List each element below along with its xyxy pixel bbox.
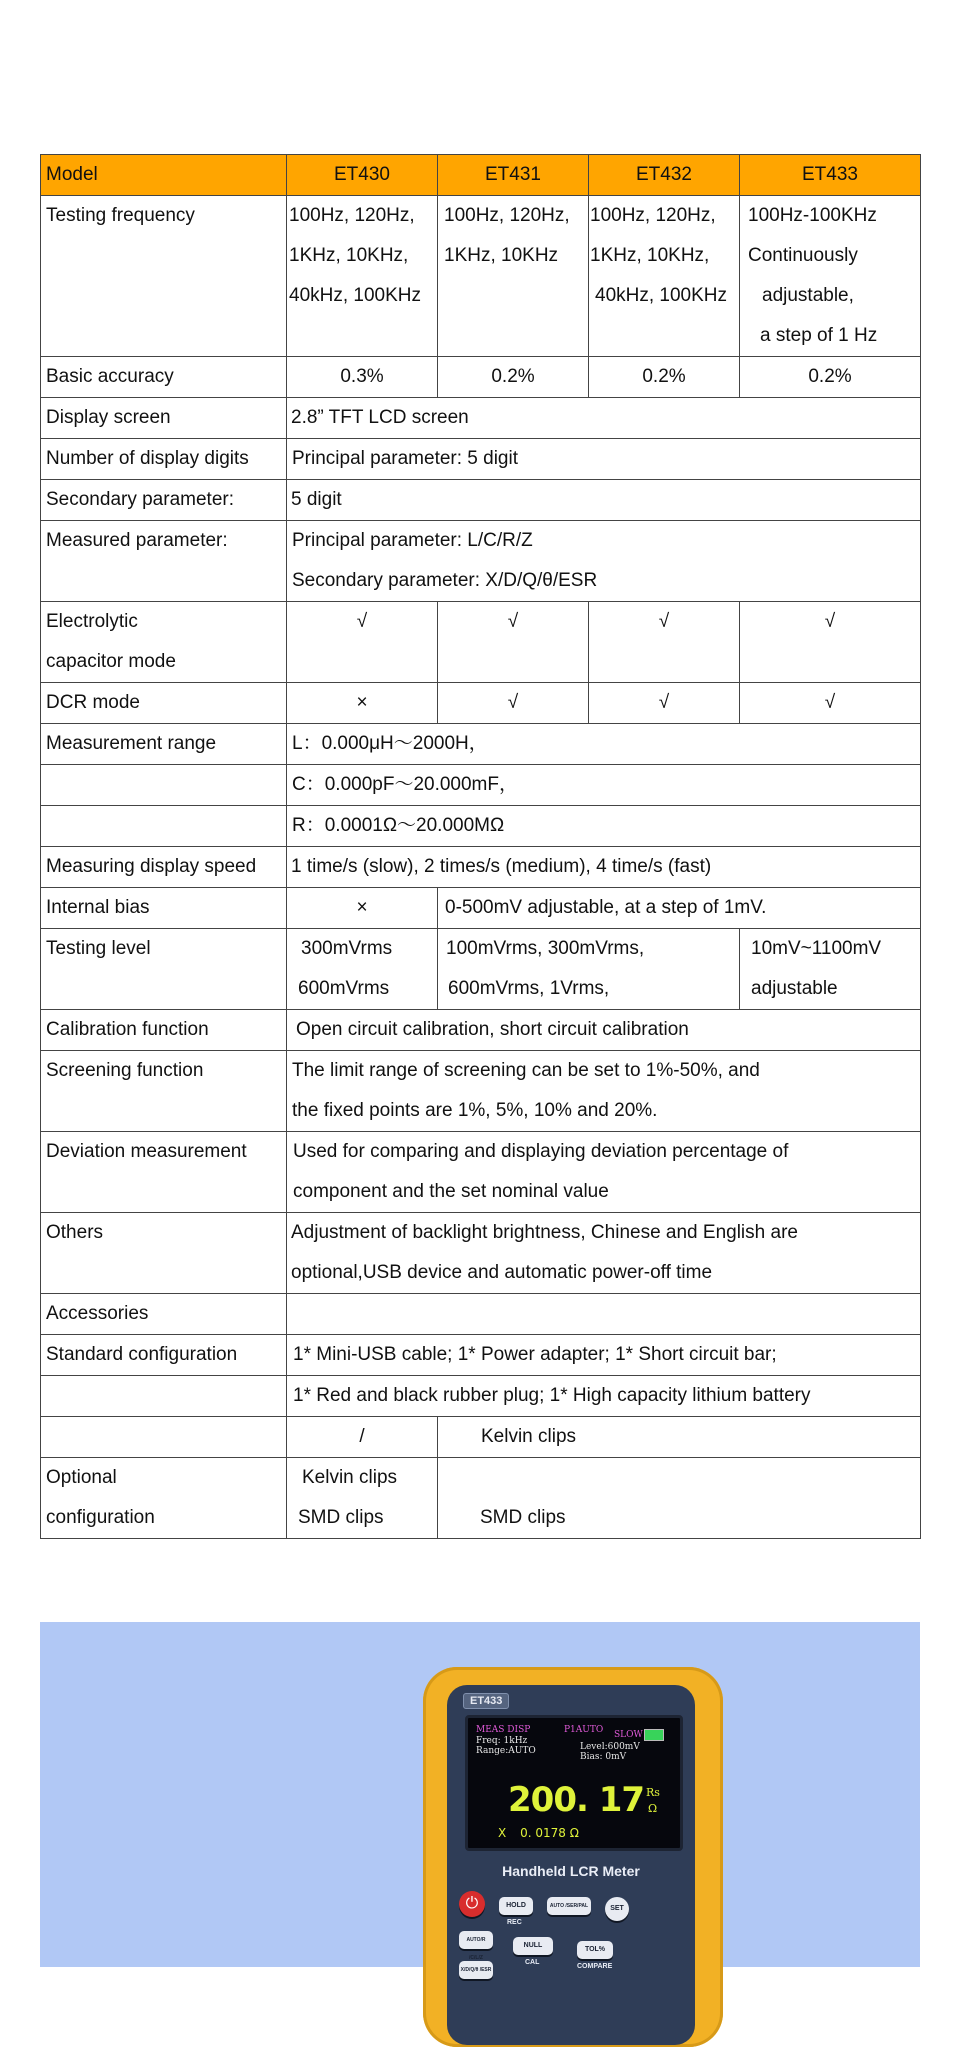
- cell: √: [438, 683, 589, 724]
- row-label: Display screen: [41, 398, 287, 439]
- table-row: [41, 357, 921, 398]
- cell: 0.2%: [438, 357, 589, 398]
- header-cell: ET433: [740, 155, 921, 196]
- cell: 2.8” TFT LCD screen: [287, 398, 921, 439]
- cell: C：0.000pF～20.000mF，: [287, 765, 921, 806]
- cell: Open circuit calibration, short circuit calibration: [287, 1010, 921, 1051]
- cell: 0-500mV adjustable, at a step of 1mV.: [438, 888, 921, 929]
- cell-line: Optional: [46, 1467, 117, 1488]
- cell: [287, 1294, 921, 1335]
- cell: [740, 929, 921, 1010]
- cell-line: adjustable,: [762, 285, 854, 306]
- row-label: [41, 1376, 287, 1417]
- cell: 5 digit: [287, 480, 921, 521]
- cell-line: 100Hz, 120Hz,: [289, 205, 415, 226]
- cell-line: Continuously: [748, 245, 858, 266]
- brand-label: Handheld LCR Meter: [502, 1863, 640, 1879]
- lcd-screen: [465, 1715, 683, 1851]
- row-label: [41, 602, 287, 683]
- table-row: [41, 480, 921, 521]
- cell-line: 600mVrms: [298, 978, 390, 999]
- row-label: [41, 1458, 287, 1539]
- cell-line: Principal parameter: L/C/R/Z: [292, 530, 533, 551]
- row-label: Secondary parameter:: [41, 480, 287, 521]
- row-label: Basic accuracy: [41, 357, 287, 398]
- secondary-unit: Ω: [569, 1826, 579, 1840]
- table-row: [41, 1213, 921, 1294]
- screen-auto: P1AUTO: [564, 1725, 604, 1735]
- cell-line: 100Hz-100KHz: [748, 205, 877, 226]
- primary-reading: 200. 17: [508, 1780, 645, 1820]
- cell-line: SMD clips: [298, 1507, 384, 1528]
- cell: /: [287, 1417, 438, 1458]
- set-button[interactable]: SET: [605, 1897, 629, 1921]
- row-label: Standard configuration: [41, 1335, 287, 1376]
- cell: 1* Red and black rubber plug; 1* High capacity lithium battery: [287, 1376, 921, 1417]
- screen-range: Range:AUTO: [476, 1746, 536, 1756]
- cell-line: Kelvin clips: [302, 1467, 398, 1488]
- row-label: Measurement range: [41, 724, 287, 765]
- cell-line: 1KHz, 10KHz,: [590, 245, 710, 266]
- cell: [287, 1213, 921, 1294]
- xdq-button[interactable]: X/D/Q/θ /ESR: [459, 1961, 493, 1979]
- cell: [287, 1458, 438, 1539]
- cell-line: Adjustment of backlight brightness, Chinese and English are: [291, 1222, 798, 1243]
- device-faceplate: [447, 1685, 695, 2045]
- cell-line: component and the set nominal value: [293, 1181, 609, 1202]
- header-cell: ET431: [438, 155, 589, 196]
- cell: 0.2%: [740, 357, 921, 398]
- cell: Principal parameter: 5 digit: [287, 439, 921, 480]
- cell: Kelvin clips: [438, 1417, 921, 1458]
- cell-line: Electrolytic: [46, 611, 138, 632]
- row-label: Measuring display speed: [41, 847, 287, 888]
- table-row: [41, 1051, 921, 1132]
- table-row: [41, 929, 921, 1010]
- tol-button[interactable]: TOL%: [577, 1941, 613, 1959]
- cell: R：0.0001Ω～20.000MΩ: [287, 806, 921, 847]
- table-row: [41, 888, 921, 929]
- auto-ser-pal-button[interactable]: AUTO /SER/PAL: [547, 1897, 591, 1915]
- screen-speed: SLOW: [614, 1730, 643, 1740]
- cell-line: SMD clips: [480, 1507, 566, 1528]
- cell-line: 40kHz, 100KHz: [289, 285, 422, 306]
- cell: [589, 196, 740, 357]
- row-label: Testing frequency: [41, 196, 287, 357]
- table-row: [41, 806, 921, 847]
- cell-line: the fixed points are 1%, 5%, 10% and 20%.: [292, 1100, 658, 1121]
- compare-label: COMPARE: [577, 1963, 613, 1970]
- primary-symbol: Rs: [646, 1786, 660, 1799]
- cell: 0.3%: [287, 357, 438, 398]
- cell: 1 time/s (slow), 2 times/s (medium), 4 time/s (fast): [287, 847, 921, 888]
- cell-line: optional,USB device and automatic power-off time: [291, 1262, 713, 1283]
- row-label: Accessories: [41, 1294, 287, 1335]
- row-label: [41, 1417, 287, 1458]
- table-row: [41, 521, 921, 602]
- cell: [287, 1132, 921, 1213]
- table-row: [41, 1010, 921, 1051]
- cell: [740, 196, 921, 357]
- power-icon: ⏻: [465, 1895, 479, 1912]
- screen-level: Level:600mV: [580, 1742, 640, 1752]
- table-row: [41, 196, 921, 357]
- cell: L：0.000μH～2000H，: [287, 724, 921, 765]
- row-label: DCR mode: [41, 683, 287, 724]
- cell: √: [740, 683, 921, 724]
- cell: [287, 521, 921, 602]
- table-row: [41, 847, 921, 888]
- cell: [438, 929, 740, 1010]
- table-row: [41, 1335, 921, 1376]
- row-label: Testing level: [41, 929, 287, 1010]
- cell-line: 100Hz, 120Hz,: [590, 205, 716, 226]
- cell-line: 1KHz, 10KHz,: [289, 245, 409, 266]
- cell: [438, 1458, 921, 1539]
- header-row: [41, 155, 921, 196]
- header-cell: ET432: [589, 155, 740, 196]
- header-cell: ET430: [287, 155, 438, 196]
- row-label: Deviation measurement: [41, 1132, 287, 1213]
- cell-line: 600mVrms, 1Vrms,: [448, 978, 610, 999]
- row-label: Screening function: [41, 1051, 287, 1132]
- secondary-value: 0. 0178: [520, 1826, 566, 1840]
- cell: ×: [287, 683, 438, 724]
- hold-button[interactable]: HOLD: [499, 1897, 533, 1915]
- cell-line: capacitor mode: [46, 651, 176, 672]
- row-label: [41, 806, 287, 847]
- cell-line: 100Hz, 120Hz,: [444, 205, 570, 226]
- model-tag: ET433: [463, 1693, 509, 1709]
- table-row: [41, 398, 921, 439]
- cell-line: Secondary parameter: X/D/Q/θ/ESR: [292, 570, 598, 591]
- cell: √: [287, 602, 438, 683]
- lcr-meter-device: [423, 1667, 723, 2047]
- screen-mode: MEAS DISP: [476, 1725, 531, 1735]
- cell-line: Used for comparing and displaying deviation percentage of: [293, 1141, 789, 1162]
- cell-line: 10mV~1100mV: [751, 938, 882, 959]
- table-row: [41, 765, 921, 806]
- secondary-symbol: X: [498, 1826, 507, 1840]
- cell: √: [589, 602, 740, 683]
- header-cell: Model: [41, 155, 287, 196]
- screen-bias: Bias: 0mV: [580, 1752, 627, 1762]
- cell: √: [740, 602, 921, 683]
- cell-line: configuration: [46, 1507, 155, 1528]
- cal-label: CAL: [525, 1959, 540, 1966]
- cell: √: [438, 602, 589, 683]
- battery-icon: [644, 1729, 664, 1741]
- cell-line: 300mVrms: [301, 938, 393, 959]
- rec-label: REC: [507, 1919, 522, 1926]
- cell: ×: [287, 888, 438, 929]
- row-label: Number of display digits: [41, 439, 287, 480]
- cell-line: The limit range of screening can be set to 1%-50%, and: [292, 1060, 760, 1081]
- table-row: [41, 1294, 921, 1335]
- row-label: Others: [41, 1213, 287, 1294]
- cell: [287, 1051, 921, 1132]
- table-row: [41, 1417, 921, 1458]
- cell-line: adjustable: [751, 978, 838, 999]
- screen-freq: Freq: 1kHz: [476, 1736, 528, 1746]
- auto-r-button[interactable]: AUTO/R /C/L/Z: [459, 1931, 493, 1949]
- row-label: Measured parameter:: [41, 521, 287, 602]
- cell: √: [589, 683, 740, 724]
- cell-line: [480, 1458, 915, 1498]
- cell: 1* Mini-USB cable; 1* Power adapter; 1* Short circuit bar;: [287, 1335, 921, 1376]
- primary-unit: Ω: [648, 1802, 658, 1815]
- row-label: Calibration function: [41, 1010, 287, 1051]
- cell: [438, 196, 589, 357]
- power-button[interactable]: [459, 1891, 485, 1917]
- table-row: [41, 1376, 921, 1417]
- spec-table: [40, 154, 921, 1539]
- secondary-reading: [498, 1826, 579, 1840]
- cell: [287, 929, 438, 1010]
- cell-line: a step of 1 Hz: [760, 325, 878, 346]
- table-row: [41, 724, 921, 765]
- table-row: [41, 439, 921, 480]
- null-button[interactable]: NULL: [513, 1937, 553, 1955]
- cell: [287, 196, 438, 357]
- table-row: [41, 683, 921, 724]
- table-row: [41, 1132, 921, 1213]
- table-row: [41, 1458, 921, 1539]
- cell-line: 1KHz, 10KHz: [444, 245, 559, 266]
- product-photo: [40, 1622, 920, 1973]
- row-label: [41, 765, 287, 806]
- cell-line: 40kHz, 100KHz: [595, 285, 728, 306]
- cell-line: 100mVrms, 300mVrms,: [446, 938, 645, 959]
- cell: 0.2%: [589, 357, 740, 398]
- row-label: Internal bias: [41, 888, 287, 929]
- table-row: [41, 602, 921, 683]
